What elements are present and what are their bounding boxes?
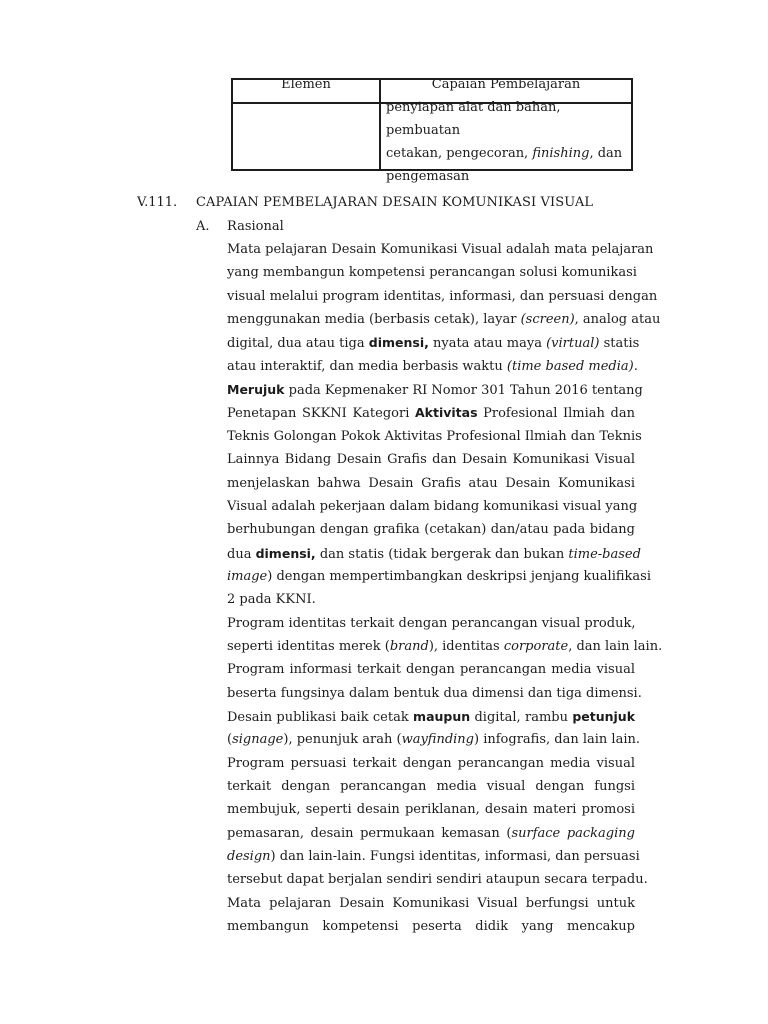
body-line [227, 732, 641, 748]
text-span: Mata pelajaran Desain Komunikasi Visual adalah mata pelajaran [227, 242, 654, 257]
text-span: , dan lain lain. [568, 639, 663, 654]
text-span: menjelaskan bahwa Desain Grafis atau Desain Komunikasi [227, 476, 635, 491]
text-span: ), penunjuk arah ( [283, 732, 402, 747]
body-line [227, 265, 635, 281]
italic-term: signage [232, 732, 284, 747]
body-line [227, 546, 641, 563]
text-span: seperti identitas merek ( [227, 639, 390, 654]
text-span: digital, dua atau tiga [227, 336, 369, 351]
body-line [227, 592, 635, 608]
bold-term: Merujuk [227, 382, 285, 397]
text-span: tersebut dapat berjalan sendiri sendiri ataupun secara terpadu. [227, 872, 648, 887]
italic-term: (time based media). [506, 359, 638, 374]
italic-term: (screen) [520, 312, 575, 327]
body-line [227, 826, 635, 842]
text-span: 2 pada KKNI. [227, 592, 316, 607]
body-line [227, 522, 635, 538]
body-line [227, 312, 661, 328]
cell-text [381, 96, 631, 184]
italic-term: brand [389, 639, 429, 654]
body-line [227, 872, 648, 888]
body-line [227, 779, 635, 795]
text-span: dua [227, 547, 256, 562]
body-line [227, 359, 638, 375]
text-span: membangun kompetensi peserta didik yang mencakup [227, 919, 635, 934]
text-span: Lainnya Bidang Desain Grafis dan Desain Komunikasi Visual [227, 452, 635, 467]
text-span: ) dan lain-lain. Fungsi identitas, informasi, dan persuasi [270, 849, 640, 864]
body-line [227, 429, 642, 445]
body-line [227, 569, 651, 585]
text-span: Visual adalah pekerjaan dalam bidang komunikasi visual yang [227, 499, 638, 514]
text-span: digital, rambu [470, 710, 573, 725]
body-line [227, 662, 635, 678]
text-span: Program identitas terkait dengan perancangan visual produk, [227, 616, 636, 631]
table-row [232, 103, 632, 170]
text-span: Profesional Ilmiah dan [477, 406, 635, 421]
italic-term: design [227, 849, 271, 864]
bold-term: dimensi, [255, 546, 316, 561]
body-line [227, 242, 654, 258]
table-header-elemen: Elemen [232, 79, 380, 103]
subsection-letter: A. [196, 219, 210, 234]
bold-term: maupun [413, 709, 471, 724]
italic-term: wayfinding [401, 732, 475, 747]
text-span: statis [599, 336, 640, 351]
italic-term: surface packaging [511, 826, 635, 841]
text-span: , analog atau [574, 312, 661, 327]
body-line [227, 802, 635, 818]
bold-term: petunjuk [572, 709, 636, 724]
text-span: Penetapan SKKNI Kategori [227, 406, 415, 421]
table-cell-capaian [380, 100, 632, 184]
body-line [227, 709, 635, 726]
cell-line-3: pengemasan [386, 169, 470, 184]
capaian-table-fragment [231, 77, 633, 184]
section-number: V.111. [137, 195, 178, 210]
text-span: ), identitas [428, 639, 504, 654]
body-line [227, 616, 635, 632]
text-span: Mata pelajaran Desain Komunikasi Visual berfungsi untuk [227, 896, 635, 911]
text-span: nyata atau maya [428, 336, 547, 351]
body-line [227, 896, 635, 912]
text-span: dan statis (tidak bergerak dan bukan [315, 547, 569, 562]
body-line [227, 499, 638, 515]
body-line [227, 849, 640, 865]
text-span: beserta fungsinya dalam bentuk dua dimensi dan tiga dimensi. [227, 686, 642, 701]
text-span: ( [227, 732, 233, 747]
text-span: berhubungan dengan grafika (cetakan) dan/atau pada bidang [227, 522, 635, 537]
text-span: pemasaran, desain permukaan kemasan ( [227, 826, 512, 841]
body-line [227, 289, 658, 305]
section-title: CAPAIAN PEMBELAJARAN DESAIN KOMUNIKASI VISUAL [196, 195, 594, 210]
subsection-title: Rasional [227, 219, 284, 234]
body-line [227, 382, 643, 399]
cell-line-1: penyiapan alat dan bahan, pembuatan [386, 100, 561, 138]
text-span: pada Kepmenaker RI Nomor 301 Tahun 2016 tentang [284, 383, 643, 398]
body-line [227, 686, 642, 702]
text-span: menggunakan media (berbasis cetak), layar [227, 312, 521, 327]
body-line [227, 919, 635, 935]
text-span: atau interaktif, dan media berbasis waktu [227, 359, 507, 374]
bold-term: dimensi, [368, 335, 429, 350]
text-span: visual melalui program identitas, informasi, dan persuasi dengan [227, 289, 658, 304]
text-span: yang membangun kompetensi perancangan solusi komunikasi [227, 265, 637, 280]
text-span: ) dengan mempertimbangkan deskripsi jenjang kualifikasi [267, 569, 651, 584]
body-line [227, 452, 635, 468]
italic-term: corporate [503, 639, 569, 654]
bold-term: Aktivitas [414, 405, 478, 420]
text-span: Program persuasi terkait dengan perancangan media visual [227, 756, 635, 771]
text-span: Teknis Golongan Pokok Aktivitas Profesional Ilmiah dan Teknis [227, 429, 642, 444]
table-header-capaian: Capaian Pembelajaran [380, 79, 632, 103]
body-line [227, 756, 635, 772]
body-line [227, 405, 635, 422]
italic-term: (virtual) [546, 336, 600, 351]
body-line [227, 335, 640, 352]
table-cell-empty [232, 103, 380, 170]
italic-term: time-based [568, 547, 641, 562]
body-line [227, 639, 663, 655]
body-line [227, 476, 635, 492]
text-span: Desain publikasi baik cetak [227, 710, 414, 725]
italic-term: image [227, 569, 268, 584]
text-span: membujuk, seperti desain periklanan, desain materi promosi [227, 802, 635, 817]
text-span: Program informasi terkait dengan perancangan media visual [227, 662, 635, 677]
text-span: terkait dengan perancangan media visual dengan fungsi [227, 779, 635, 794]
cell-line-2: cetakan, pengecoran, finishing, dan [386, 146, 623, 161]
text-span: ) infografis, dan lain lain. [474, 732, 641, 747]
